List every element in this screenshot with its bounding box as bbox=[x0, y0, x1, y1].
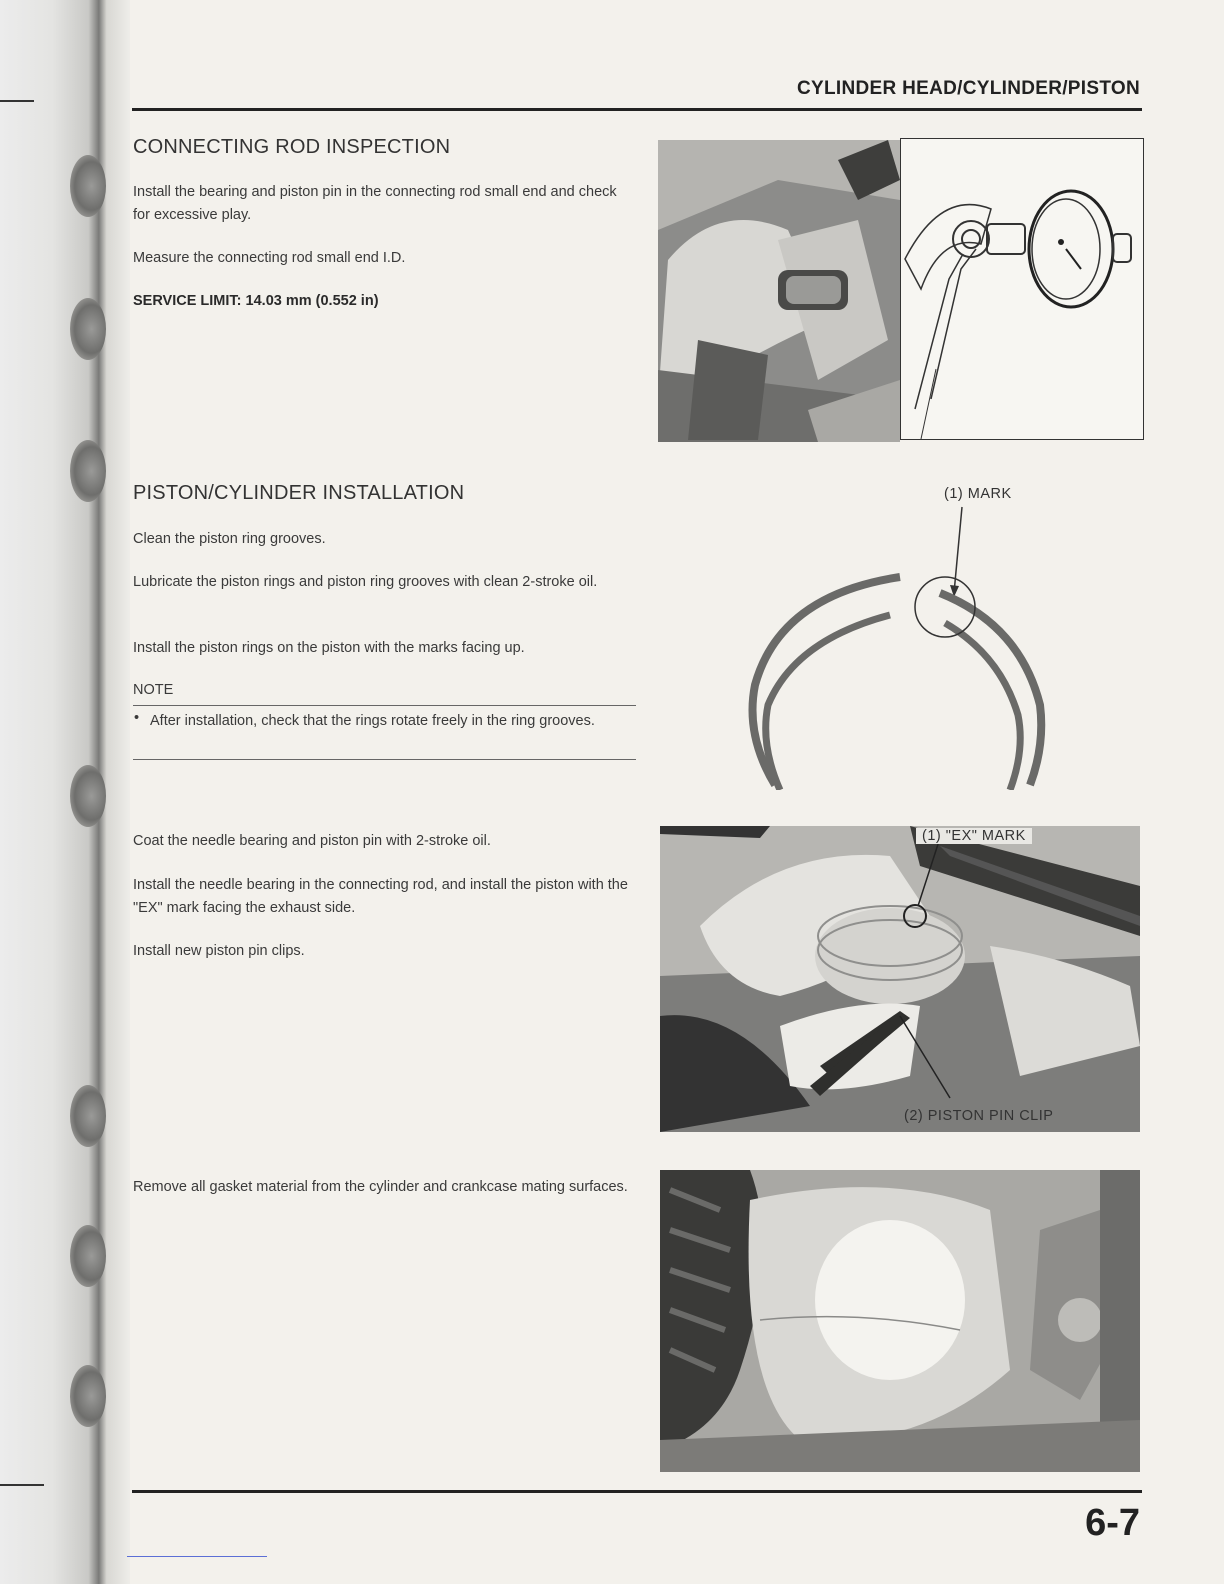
note-bullet: • bbox=[134, 710, 140, 726]
binder-hole bbox=[70, 298, 106, 360]
photo-piston-installation bbox=[660, 826, 1140, 1132]
note-rule-bottom bbox=[133, 759, 636, 760]
binder-edge bbox=[0, 0, 130, 1584]
page-number: 6-7 bbox=[1085, 1502, 1140, 1544]
binder-hole bbox=[70, 765, 106, 827]
callout-piston-pin-clip: (2) PISTON PIN CLIP bbox=[904, 1108, 1054, 1124]
binder-tick bbox=[0, 100, 34, 102]
binder-hole bbox=[70, 440, 106, 502]
callout-mark: (1) MARK bbox=[944, 486, 1012, 502]
paragraph-install-rings: Install the piston rings on the piston with the marks facing up. bbox=[133, 640, 525, 656]
paragraph-measure-id: Measure the connecting rod small end I.D. bbox=[133, 250, 406, 266]
note-rule-top bbox=[133, 705, 636, 706]
binder-tick bbox=[0, 1484, 44, 1486]
note-text: After installation, check that the rings rotate freely in the ring grooves. bbox=[150, 713, 595, 729]
binder-hole bbox=[70, 1225, 106, 1287]
service-limit-label: SERVICE LIMIT: bbox=[133, 293, 242, 309]
page-header-title: CYLINDER HEAD/CYLINDER/PISTON bbox=[797, 78, 1140, 99]
note-label: NOTE bbox=[133, 682, 174, 698]
binder-hole bbox=[70, 1365, 106, 1427]
photo-crankcase-surfaces bbox=[660, 1170, 1140, 1472]
footer-rule bbox=[132, 1490, 1142, 1493]
paragraph-install-clips: Install new piston pin clips. bbox=[133, 943, 305, 959]
service-limit-value: 14.03 mm (0.552 in) bbox=[245, 293, 379, 309]
paragraph-coat-needle-bearing: Coat the needle bearing and piston pin with 2-stroke oil. bbox=[133, 833, 491, 849]
callout-ex-mark: (1) "EX" MARK bbox=[916, 828, 1032, 844]
paragraph-install-needle-bearing: Install the needle bearing in the connecting rod, and install the piston with the "EX" mark facing the exhaust side. bbox=[133, 877, 628, 916]
paragraph-clean-grooves: Clean the piston ring grooves. bbox=[133, 531, 326, 547]
section-heading-connecting-rod: CONNECTING ROD INSPECTION bbox=[133, 136, 451, 158]
binder-hole bbox=[70, 155, 106, 217]
paragraph-install-bearing: Install the bearing and piston pin in the connecting rod small end and check for excessive play. bbox=[133, 184, 617, 223]
header-rule bbox=[132, 108, 1142, 111]
binder-hole bbox=[70, 1085, 106, 1147]
paragraph-remove-gasket: Remove all gasket material from the cylinder and crankcase mating surfaces. bbox=[133, 1179, 628, 1195]
section-heading-piston-cylinder: PISTON/CYLINDER INSTALLATION bbox=[133, 482, 465, 504]
service-limit bbox=[133, 290, 635, 313]
figure-piston-rings bbox=[740, 505, 1050, 790]
paragraph-lubricate: Lubricate the piston rings and piston ring grooves with clean 2-stroke oil. bbox=[133, 574, 598, 590]
link-underline bbox=[127, 1556, 267, 1557]
diagram-dial-gauge bbox=[900, 138, 1144, 440]
photo-connecting-rod bbox=[658, 140, 900, 442]
